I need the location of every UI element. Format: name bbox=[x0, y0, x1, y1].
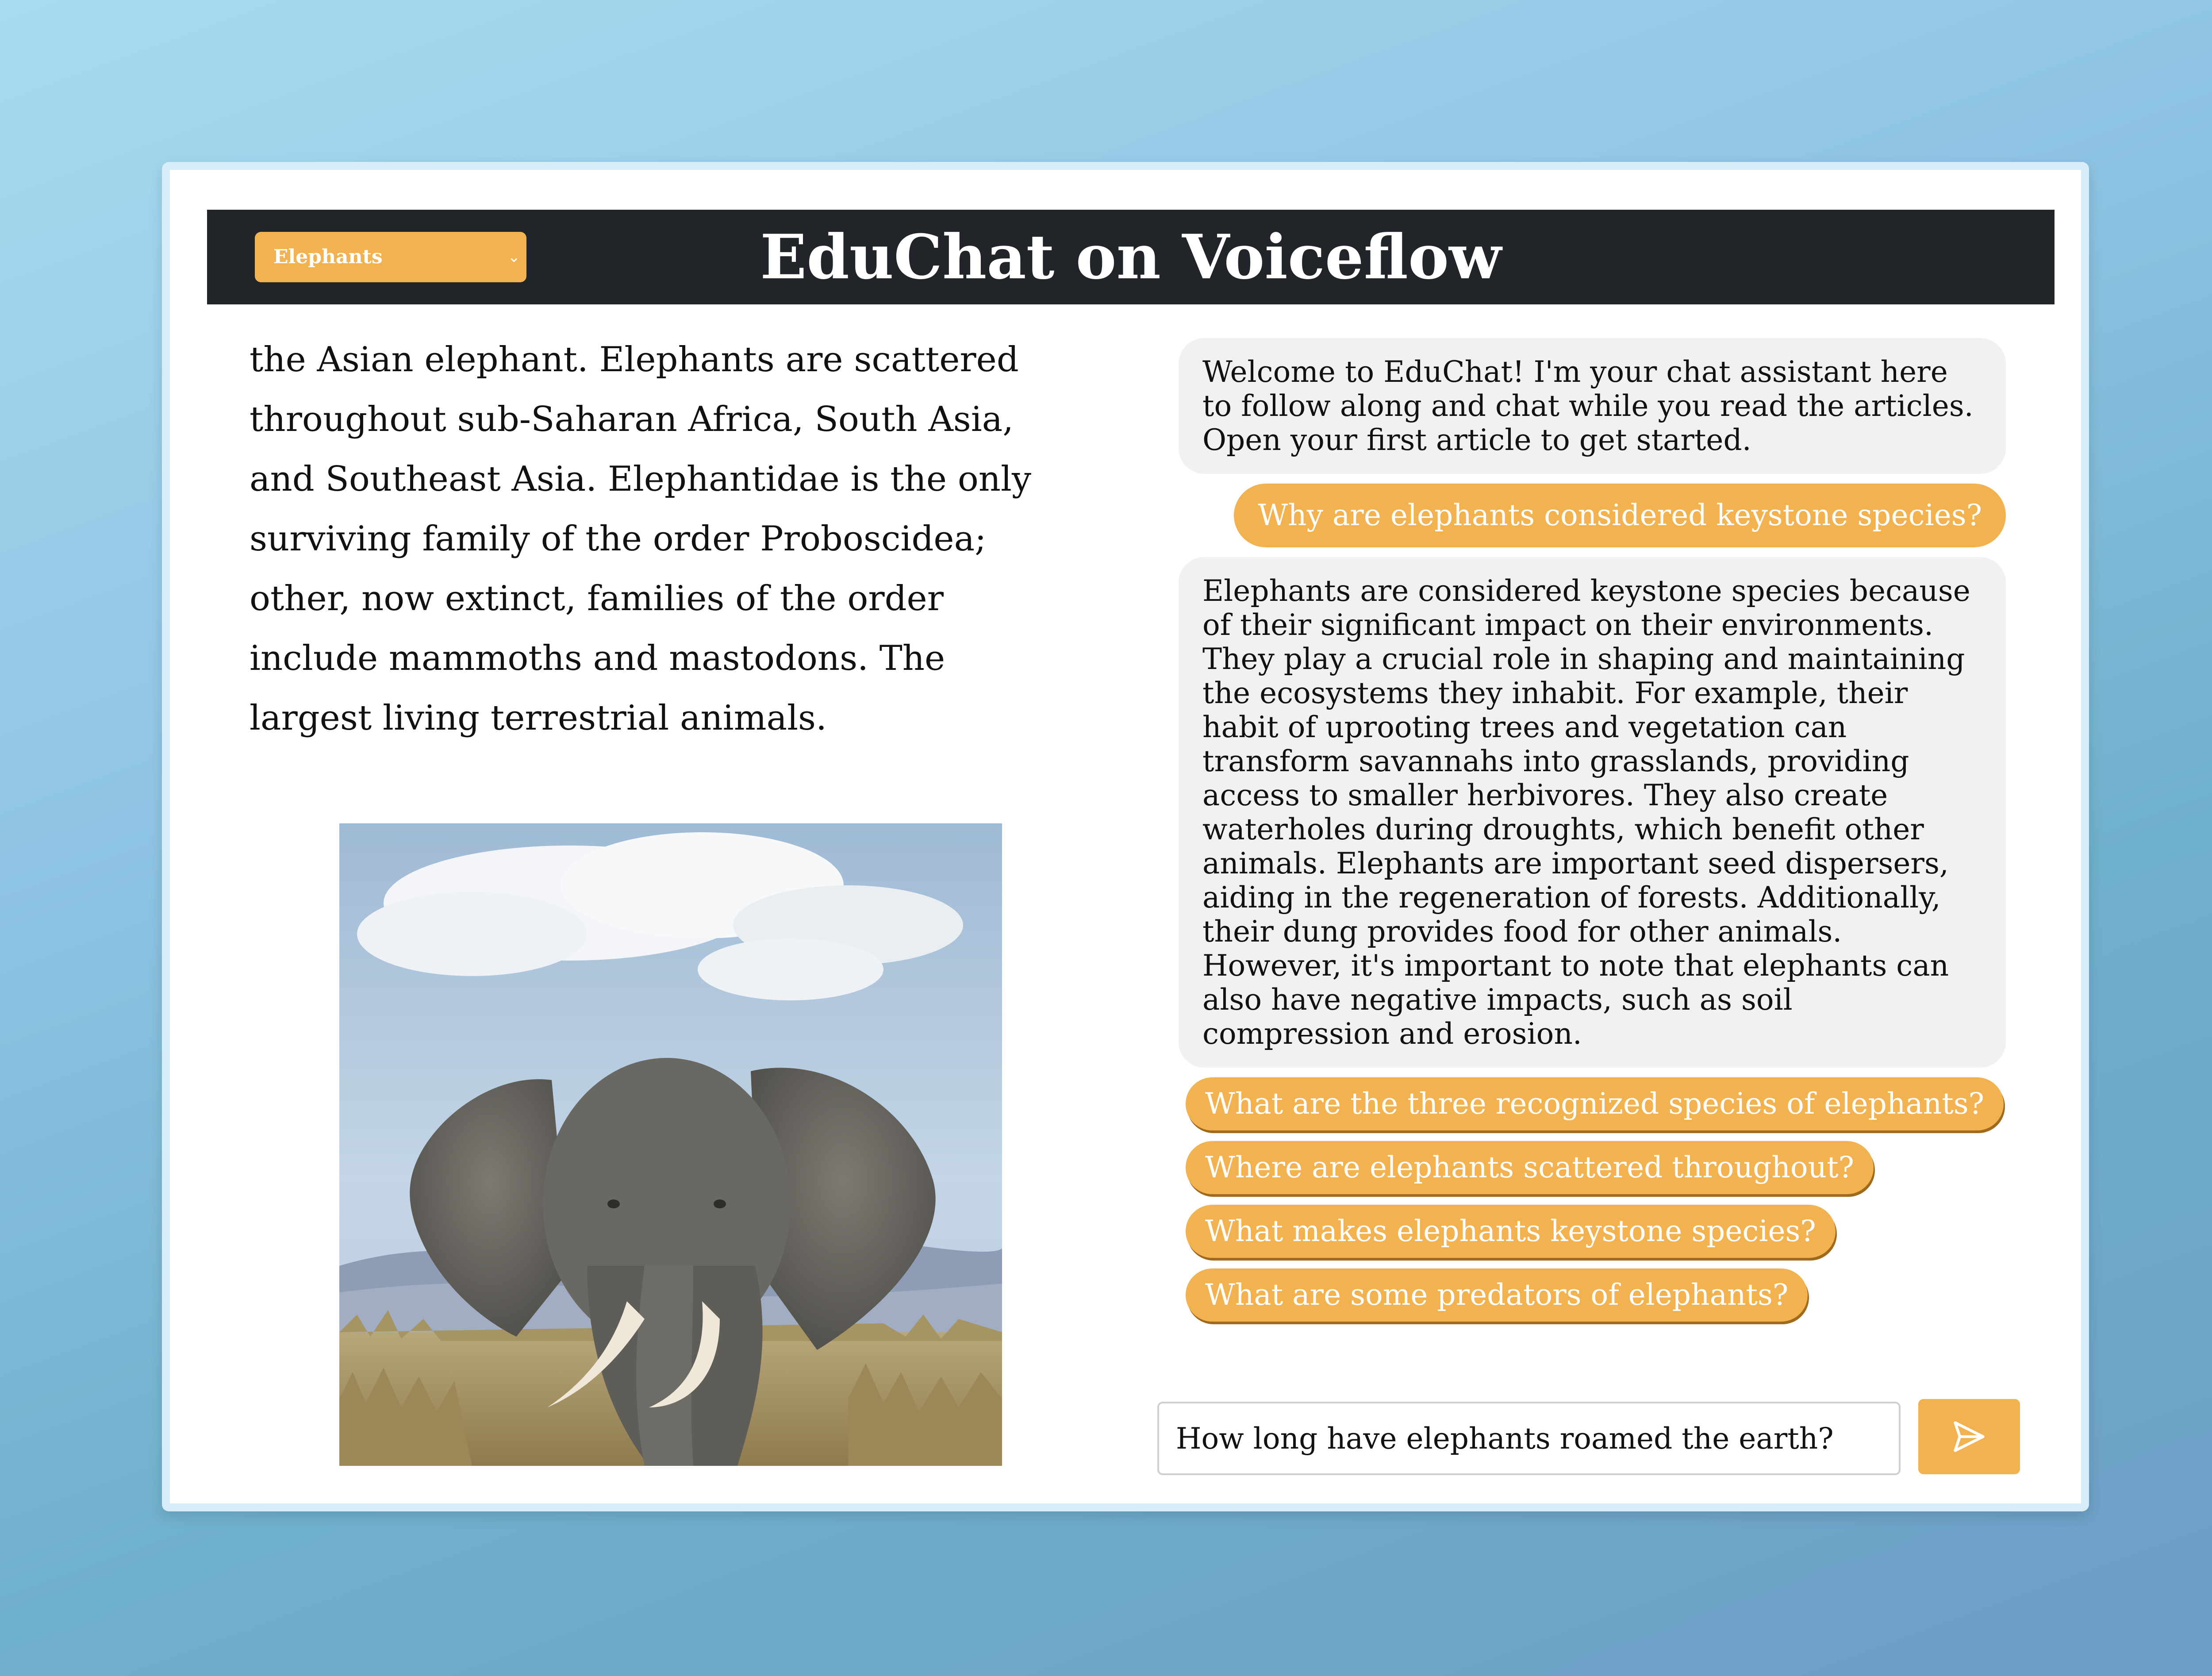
suggestion-button[interactable]: What makes elephants keystone species? bbox=[1186, 1205, 1836, 1258]
app-title: EduChat on Voiceflow bbox=[760, 221, 1502, 293]
chevron-down-icon: ⌄ bbox=[507, 248, 520, 266]
suggestion-list bbox=[1179, 1077, 2006, 1322]
topic-select-value: Elephants bbox=[273, 246, 383, 268]
user-message: Why are elephants considered keystone species? bbox=[1234, 484, 2006, 547]
suggestion-button[interactable]: What are some predators of elephants? bbox=[1186, 1269, 1808, 1322]
user-message-row bbox=[1179, 484, 2006, 547]
bot-message: Elephants are considered keystone species because of their significant impact on their environments. They play a crucial role in shaping and maintaining the ecosystems they inhabit. For example, their habit of uprooting trees and vegetation can transform savannahs into grasslands, providing access to smaller herbivores. They also create waterholes during droughts, which benefit other animals. Elephants are important seed dispersers, aiding in the regeneration of forests. Additionally, their dung provides food for other animals. However, it's important to note that elephants can also have negative impacts, such as soil compression and erosion. bbox=[1179, 557, 2006, 1068]
chat-panel bbox=[1179, 338, 2006, 1332]
bot-message: Welcome to EduChat! I'm your chat assistant here to follow along and chat while you read the articles. Open your first article to get started. bbox=[1179, 338, 2006, 474]
chat-composer bbox=[1157, 1402, 2020, 1475]
elephant-image bbox=[339, 823, 1002, 1466]
app-window bbox=[162, 162, 2089, 1511]
topic-select[interactable] bbox=[255, 232, 526, 282]
article-text: the Asian elephant. Elephants are scattered throughout sub-Saharan Africa, South Asia, and Southeast Asia. Elephantidae is the only surviving family of the order Proboscidea; other, now extinct, families of the order include mammoths and mastodons. The largest living terrestrial animals. bbox=[250, 340, 1032, 738]
send-button[interactable] bbox=[1918, 1399, 2020, 1474]
send-icon bbox=[1951, 1418, 1988, 1455]
app-header bbox=[207, 210, 2055, 304]
suggestion-button[interactable]: What are the three recognized species of elephants? bbox=[1186, 1077, 2004, 1130]
suggestion-button[interactable]: Where are elephants scattered throughout? bbox=[1186, 1141, 1874, 1194]
chat-input[interactable] bbox=[1157, 1402, 1901, 1475]
